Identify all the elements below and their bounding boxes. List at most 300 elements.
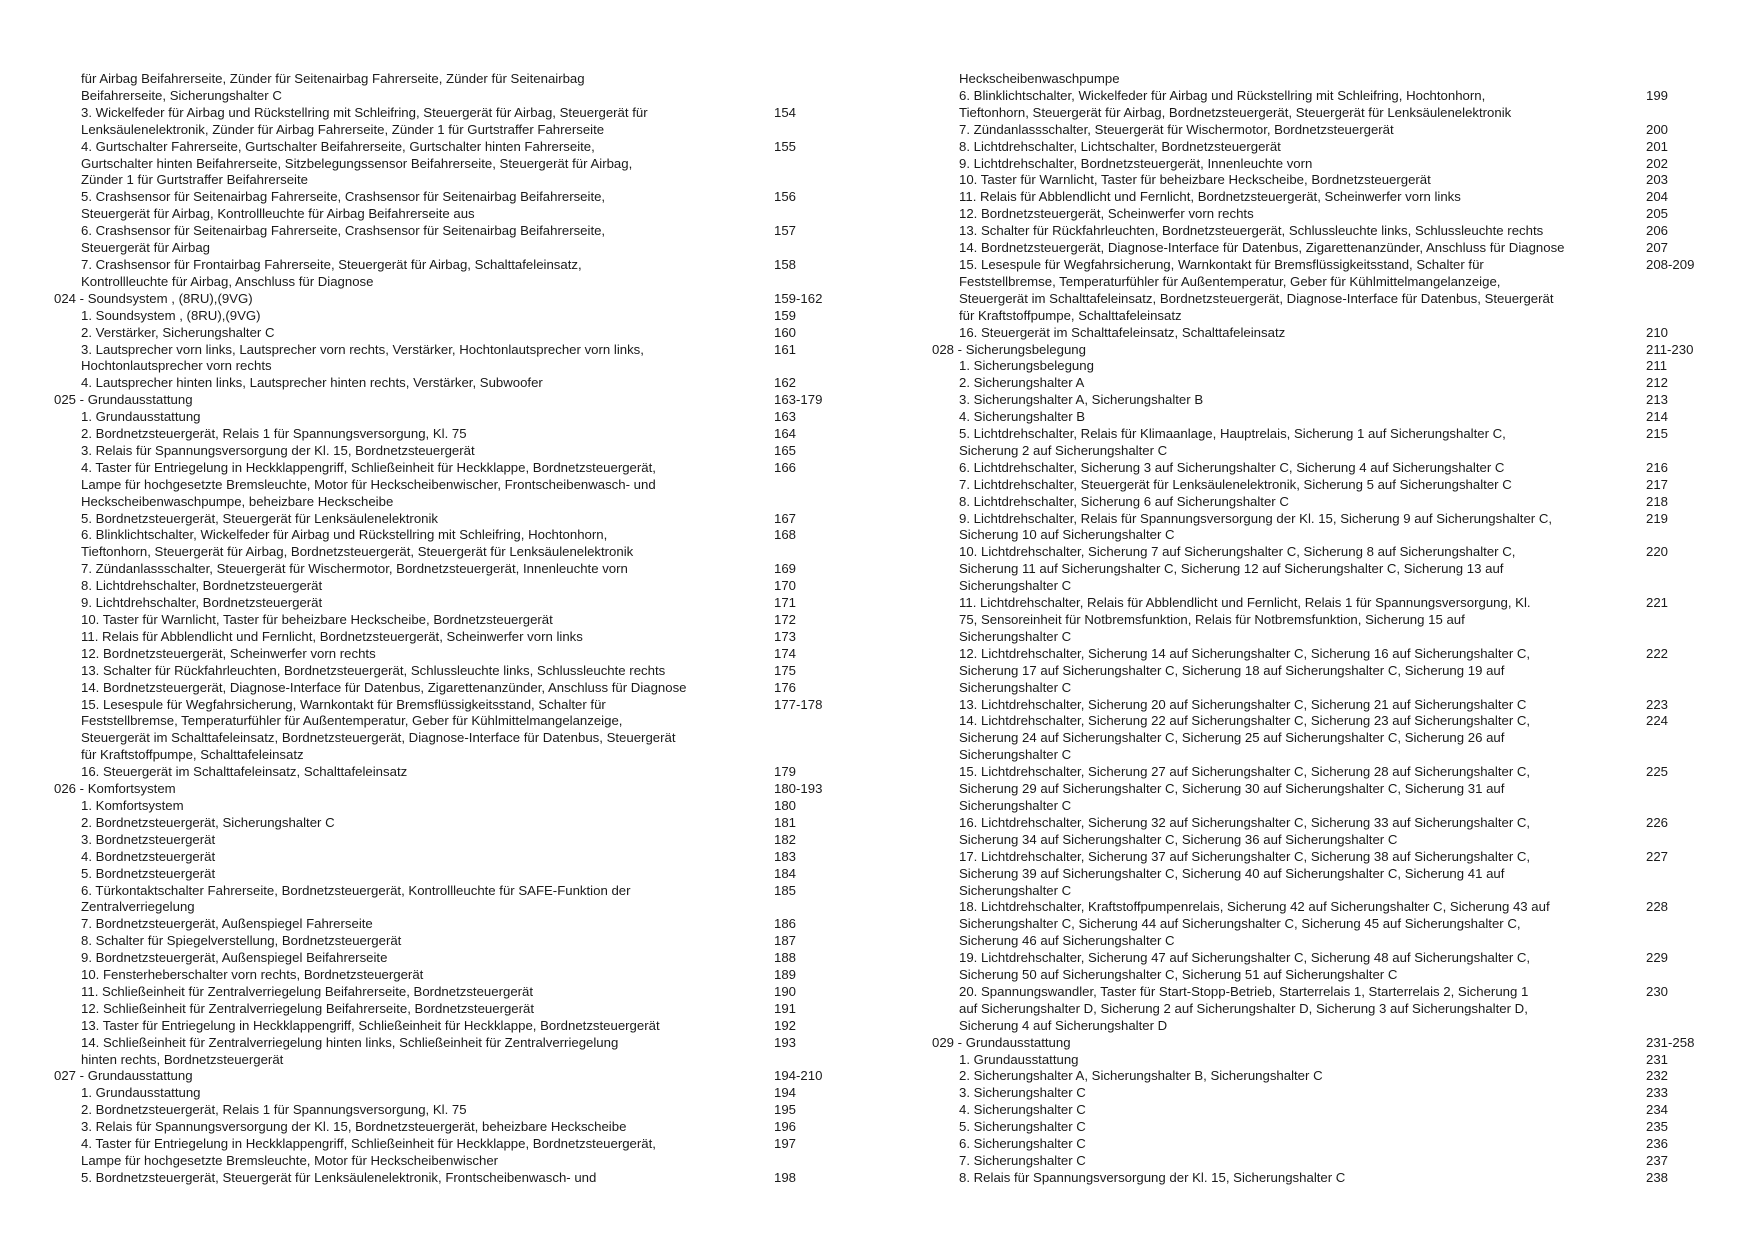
toc-entry-text: 5. Bordnetzsteuergerät, Steuergerät für Lenksäulenelektronik, Frontscheibenwasch- und	[81, 1169, 597, 1185]
toc-entry-text: 5. Bordnetzsteuergerät, Steuergerät für Lenksäulenelektronik	[81, 510, 439, 526]
toc-entry-row[interactable]	[932, 511, 1722, 528]
toc-entry-row[interactable]	[54, 1018, 844, 1035]
toc-entry-text: 14. Bordnetzsteuergerät, Diagnose-Interface für Datenbus, Zigarettenanzünder, Anschluss für Diagnose	[81, 679, 687, 695]
toc-entry-text: 025 - Grundausstattung	[54, 392, 193, 408]
toc-entry-text: 11. Relais für Abblendlicht und Fernlicht, Bordnetzsteuergerät, Scheinwerfer vorn links	[959, 189, 1461, 205]
toc-page-number: 220	[1646, 544, 1669, 560]
toc-entry-row[interactable]	[54, 156, 844, 173]
toc-page-number: 162	[774, 375, 797, 391]
toc-entry-text: 10. Taster für Warnlicht, Taster für beheizbare Heckscheibe, Bordnetzsteuergerät	[959, 172, 1431, 188]
toc-entry-text: 12. Bordnetzsteuergerät, Scheinwerfer vorn rechts	[81, 645, 376, 661]
toc-entry-row[interactable]	[932, 697, 1722, 714]
toc-entry-row[interactable]	[932, 798, 1722, 815]
toc-page-number: 215	[1646, 426, 1669, 442]
toc-entry-text: Sicherung 24 auf Sicherungshalter C, Sicherung 25 auf Sicherungshalter C, Sicherung 26 auf	[959, 730, 1505, 746]
toc-entry-row[interactable]	[54, 578, 844, 595]
toc-page-number: 188	[774, 950, 797, 966]
toc-entry-text: 4. Sicherungshalter B	[959, 409, 1086, 425]
toc-entry-row[interactable]	[932, 764, 1722, 781]
toc-entry-text: Heckscheibenwaschpumpe, beheizbare Heckscheibe	[81, 493, 394, 509]
toc-page-number: 217	[1646, 476, 1669, 492]
toc-entry-text: Feststellbremse, Temperaturfühler für Außentemperatur, Geber für Kühlmittelmangelanzeige,	[959, 273, 1501, 289]
toc-entry-row[interactable]	[932, 849, 1722, 866]
toc-entry-row[interactable]	[932, 933, 1722, 950]
toc-page-number: 168	[774, 527, 797, 543]
toc-entry-row[interactable]	[932, 781, 1722, 798]
toc-entry-row[interactable]	[54, 1085, 844, 1102]
toc-entry-row[interactable]	[54, 849, 844, 866]
toc-entry-row[interactable]	[932, 206, 1722, 223]
toc-page-number: 187	[774, 933, 797, 949]
toc-entry-row[interactable]	[932, 223, 1722, 240]
toc-page-number: 234	[1646, 1102, 1669, 1118]
toc-entry-row[interactable]	[54, 832, 844, 849]
toc-entry-row[interactable]	[54, 223, 844, 240]
toc-entry-row[interactable]	[54, 494, 844, 511]
toc-entry-row[interactable]	[54, 697, 844, 714]
toc-entry-row[interactable]	[54, 308, 844, 325]
toc-entry-text: 7. Sicherungshalter C	[959, 1153, 1086, 1168]
toc-entry-text: 2. Bordnetzsteuergerät, Sicherungshalter C	[81, 814, 335, 830]
toc-entry-text: Sicherung 46 auf Sicherungshalter C	[959, 933, 1175, 949]
toc-entry-text: 6. Blinklichtschalter, Wickelfeder für Airbag und Rückstellring mit Schleifring, Hochtonhorn,	[959, 87, 1486, 103]
toc-entry-row[interactable]	[54, 71, 844, 88]
toc-entry-row[interactable]	[932, 494, 1722, 511]
toc-entry-row[interactable]	[54, 172, 844, 189]
toc-page-number: 212	[1646, 375, 1669, 391]
toc-entry-row[interactable]	[932, 713, 1722, 730]
toc-page-number: 230	[1646, 983, 1669, 999]
toc-entry-row[interactable]	[54, 713, 844, 730]
toc-entry-text: 7. Zündanlassschalter, Steuergerät für Wischermotor, Bordnetzsteuergerät	[959, 121, 1394, 137]
toc-page-number: 228	[1646, 899, 1669, 915]
toc-entry-text: 6. Türkontaktschalter Fahrerseite, Bordnetzsteuergerät, Kontrollleuchte für SAFE-Funktion der	[81, 882, 631, 898]
toc-entry-row[interactable]	[54, 105, 844, 122]
toc-section-row[interactable]	[54, 1068, 844, 1085]
toc-entry-text: 7. Bordnetzsteuergerät, Außenspiegel Fahrerseite	[81, 916, 373, 932]
toc-page-number: 237	[1646, 1153, 1669, 1168]
toc-page-number: 206	[1646, 223, 1669, 239]
toc-entry-row[interactable]	[54, 1001, 844, 1018]
toc-entry-row[interactable]	[932, 240, 1722, 257]
toc-page-number: 200	[1646, 121, 1669, 137]
toc-page-number: 210	[1646, 324, 1669, 340]
toc-entry-row[interactable]	[54, 1170, 844, 1187]
toc-entry-row[interactable]	[54, 189, 844, 206]
toc-entry-row[interactable]	[54, 426, 844, 443]
toc-entry-text: hinten rechts, Bordnetzsteuergerät	[81, 1051, 284, 1067]
toc-entry-text: 13. Schalter für Rückfahrleuchten, Bordnetzsteuergerät, Schlussleuchte links, Schlussleuchte rechts	[959, 223, 1544, 239]
toc-page-number: 163	[774, 409, 797, 425]
toc-entry-text: 14. Bordnetzsteuergerät, Diagnose-Interface für Datenbus, Zigarettenanzünder, Anschluss für Diagnose	[959, 240, 1565, 256]
toc-entry-row[interactable]	[54, 595, 844, 612]
toc-entry-text: 3. Sicherungshalter C	[959, 1085, 1086, 1101]
toc-entry-text: Sicherung 11 auf Sicherungshalter C, Sicherung 12 auf Sicherungshalter C, Sicherung 13 auf	[959, 561, 1504, 577]
toc-entry-text: Sicherung 29 auf Sicherungshalter C, Sicherung 30 auf Sicherungshalter C, Sicherung 31 auf	[959, 781, 1505, 797]
toc-entry-row[interactable]	[54, 967, 844, 984]
toc-entry-text: 13. Taster für Entriegelung in Heckklappengriff, Schließeinheit für Heckklappe, Bordnetzsteuergerät	[81, 1017, 660, 1033]
toc-entry-row[interactable]	[932, 967, 1722, 984]
toc-entry-row[interactable]	[54, 122, 844, 139]
toc-entry-row[interactable]	[932, 105, 1722, 122]
toc-entry-text: Sicherungshalter C	[959, 679, 1072, 695]
toc-entry-row[interactable]	[932, 1170, 1722, 1187]
toc-entry-row[interactable]	[54, 527, 844, 544]
toc-page-number: 166	[774, 459, 797, 475]
toc-page-number: 197	[774, 1136, 797, 1152]
toc-entry-text: 2. Sicherungshalter A	[959, 375, 1085, 391]
toc-entry-text: 16. Lichtdrehschalter, Sicherung 32 auf Sicherungshalter C, Sicherung 33 auf Sicherungshalter C,	[959, 814, 1531, 830]
toc-page-number: 184	[774, 865, 797, 881]
toc-entry-text: Beifahrerseite, Sicherungshalter C	[81, 87, 282, 103]
toc-entry-text: 6. Crashsensor für Seitenairbag Fahrerseite, Crashsensor für Seitenairbag Beifahrerseite,	[81, 223, 606, 239]
toc-page-number: 213	[1646, 392, 1669, 408]
toc-page-number: 235	[1646, 1119, 1669, 1135]
toc-entry-text: 3. Sicherungshalter A, Sicherungshalter B	[959, 392, 1204, 408]
toc-entry-row[interactable]	[932, 172, 1722, 189]
toc-page-number: 185	[774, 882, 797, 898]
toc-entry-text: 75, Sensoreinheit für Notbremsfunktion, Relais für Notbremsfunktion, Sicherung 15 auf	[959, 612, 1465, 627]
toc-entry-text: 1. Komfortsystem	[81, 797, 184, 813]
toc-entry-row[interactable]	[54, 984, 844, 1001]
toc-entry-row[interactable]	[54, 747, 844, 764]
toc-page-number: 159	[774, 307, 797, 323]
toc-entry-text: 4. Lautsprecher hinten links, Lautsprecher hinten rechts, Verstärker, Subwoofer	[81, 375, 543, 391]
toc-page-number: 164	[774, 426, 797, 442]
toc-entry-text: 5. Crashsensor für Seitenairbag Fahrerseite, Crashsensor für Seitenairbag Beifahrerseite,	[81, 189, 606, 205]
toc-page-number: 193	[774, 1034, 797, 1050]
toc-page-number: 225	[1646, 764, 1669, 780]
toc-page-number: 167	[774, 510, 797, 526]
toc-entry-text: Steuergerät im Schalttafeleinsatz, Bordnetzsteuergerät, Diagnose-Interface für Datenbus, Steuergerät	[959, 290, 1554, 306]
toc-entry-text: 10. Lichtdrehschalter, Sicherung 7 auf Sicherungshalter C, Sicherung 8 auf Sicherungshalter C,	[959, 544, 1516, 560]
toc-entry-row[interactable]	[932, 663, 1722, 680]
toc-page-number: 189	[774, 967, 797, 983]
toc-entry-row[interactable]	[932, 950, 1722, 967]
toc-entry-row[interactable]	[54, 1052, 844, 1069]
toc-entry-row[interactable]	[932, 189, 1722, 206]
toc-page-number: 232	[1646, 1068, 1669, 1084]
toc-entry-row[interactable]	[54, 358, 844, 375]
toc-page-number: 226	[1646, 814, 1669, 830]
toc-entry-text: 4. Taster für Entriegelung in Heckklappengriff, Schließeinheit für Heckklappe, Bordnetzsteuergerät,	[81, 1136, 656, 1152]
toc-page-number: 208-209	[1646, 256, 1695, 272]
toc-entry-text: Sicherungshalter C	[959, 797, 1072, 813]
toc-entry-row[interactable]	[932, 139, 1722, 156]
toc-page-number: 222	[1646, 645, 1669, 661]
toc-entry-text: 13. Lichtdrehschalter, Sicherung 20 auf Sicherungshalter C, Sicherung 21 auf Sicherungshalter C	[959, 696, 1527, 712]
toc-section-row[interactable]	[932, 1035, 1722, 1052]
toc-page-number: 229	[1646, 950, 1669, 966]
toc-entry-row[interactable]	[54, 916, 844, 933]
toc-page-number: 171	[774, 595, 797, 611]
toc-entry-row[interactable]	[932, 274, 1722, 291]
toc-page-number: 198	[774, 1169, 797, 1185]
toc-entry-row[interactable]	[932, 88, 1722, 105]
toc-entry-row[interactable]	[54, 139, 844, 156]
toc-entry-row[interactable]	[54, 646, 844, 663]
toc-entry-row[interactable]	[932, 1018, 1722, 1035]
toc-entry-row[interactable]	[932, 984, 1722, 1001]
toc-entry-text: Sicherung 2 auf Sicherungshalter C	[959, 442, 1168, 458]
toc-entry-row[interactable]	[932, 291, 1722, 308]
toc-entry-row[interactable]	[54, 899, 844, 916]
toc-entry-text: 1. Grundausstattung	[81, 1085, 201, 1101]
toc-page-number: 175	[774, 662, 797, 678]
toc-entry-text: 9. Lichtdrehschalter, Bordnetzsteuergerät, Innenleuchte vorn	[959, 155, 1313, 171]
toc-entry-row[interactable]	[932, 1001, 1722, 1018]
toc-page-number: 202	[1646, 155, 1669, 171]
toc-entry-text: 15. Lesespule für Wegfahrsicherung, Warnkontakt für Bremsflüssigkeitsstand, Schalter für	[959, 256, 1484, 272]
toc-entry-row[interactable]	[54, 663, 844, 680]
toc-entry-text: 1. Sicherungsbelegung	[959, 358, 1094, 374]
toc-entry-row[interactable]	[932, 1052, 1722, 1069]
toc-page-number: 195	[774, 1102, 797, 1118]
toc-entry-row[interactable]	[932, 1136, 1722, 1153]
toc-entry-row[interactable]	[54, 325, 844, 342]
toc-entry-row[interactable]	[932, 409, 1722, 426]
toc-page-number: 181	[774, 814, 797, 830]
toc-entry-row[interactable]	[54, 460, 844, 477]
toc-entry-text: 11. Relais für Abblendlicht und Fernlicht, Bordnetzsteuergerät, Scheinwerfer vorn links	[81, 628, 583, 644]
toc-entry-row[interactable]	[54, 443, 844, 460]
toc-entry-row[interactable]	[932, 426, 1722, 443]
toc-entry-row[interactable]	[932, 899, 1722, 916]
toc-page-number: 194	[774, 1085, 797, 1101]
toc-entry-text: 12. Schließeinheit für Zentralverriegelung Beifahrerseite, Bordnetzsteuergerät	[81, 1000, 535, 1016]
toc-entry-text: 9. Lichtdrehschalter, Relais für Spannungsversorgung der Kl. 15, Sicherung 9 auf Sicherungshalter C,	[959, 510, 1553, 526]
toc-entry-text: 10. Taster für Warnlicht, Taster für beheizbare Heckscheibe, Bordnetzsteuergerät	[81, 612, 553, 627]
toc-page-number: 192	[774, 1017, 797, 1033]
toc-section-row[interactable]	[54, 291, 844, 308]
toc-entry-row[interactable]	[932, 866, 1722, 883]
toc-entry-text: Tieftonhorn, Steuergerät für Airbag, Bordnetzsteuergerät, Steuergerät für Lenksäulenelektronik	[959, 104, 1512, 120]
toc-entry-text: Lampe für hochgesetzte Bremsleuchte, Motor für Heckscheibenwischer, Frontscheibenwasch- und	[81, 476, 656, 492]
toc-entry-text: 026 - Komfortsystem	[54, 781, 176, 797]
toc-entry-text: Sicherung 17 auf Sicherungshalter C, Sicherung 18 auf Sicherungshalter C, Sicherung 19 auf	[959, 662, 1505, 678]
toc-entry-text: 6. Lichtdrehschalter, Sicherung 3 auf Sicherungshalter C, Sicherung 4 auf Sicherungshalter C	[959, 459, 1505, 475]
toc-entry-text: 11. Lichtdrehschalter, Relais für Abblendlicht und Fernlicht, Relais 1 für Spannungsversorgung, Kl.	[959, 595, 1531, 611]
toc-entry-text: 18. Lichtdrehschalter, Kraftstoffpumpenrelais, Sicherung 42 auf Sicherungshalter C, Sicherung 43 auf	[959, 899, 1550, 915]
toc-entry-text: 029 - Grundausstattung	[932, 1034, 1071, 1050]
toc-entry-row[interactable]	[932, 477, 1722, 494]
toc-entry-row[interactable]	[932, 883, 1722, 900]
toc-entry-row[interactable]	[932, 1153, 1722, 1170]
toc-page-number: 191	[774, 1000, 797, 1016]
toc-entry-row[interactable]	[932, 156, 1722, 173]
toc-entry-text: Sicherung 4 auf Sicherungshalter D	[959, 1017, 1168, 1033]
toc-entry-row[interactable]	[54, 883, 844, 900]
toc-entry-row[interactable]	[54, 409, 844, 426]
toc-entry-row[interactable]	[932, 680, 1722, 697]
toc-entry-text: 3. Bordnetzsteuergerät	[81, 831, 216, 847]
toc-page-number: 173	[774, 628, 797, 644]
toc-entry-row[interactable]	[932, 832, 1722, 849]
toc-entry-row[interactable]	[932, 460, 1722, 477]
toc-entry-text: Sicherungshalter C	[959, 882, 1072, 898]
toc-entry-row[interactable]	[932, 308, 1722, 325]
toc-entry-row[interactable]	[932, 595, 1722, 612]
toc-entry-row[interactable]	[932, 1085, 1722, 1102]
toc-entry-row[interactable]	[932, 646, 1722, 663]
toc-entry-row[interactable]	[54, 375, 844, 392]
toc-page-number: 211	[1646, 358, 1668, 374]
toc-entry-row[interactable]	[54, 730, 844, 747]
toc-entry-text: 2. Bordnetzsteuergerät, Relais 1 für Spannungsversorgung, Kl. 75	[81, 426, 467, 442]
toc-section-row[interactable]	[54, 392, 844, 409]
toc-entry-row[interactable]	[54, 88, 844, 105]
toc-entry-row[interactable]	[932, 122, 1722, 139]
toc-entry-row[interactable]	[932, 629, 1722, 646]
toc-entry-row[interactable]	[54, 561, 844, 578]
toc-page-number: 160	[774, 324, 797, 340]
toc-entry-text: 16. Steuergerät im Schalttafeleinsatz, Schalttafeleinsatz	[81, 764, 408, 780]
toc-entry-text: Sicherung 39 auf Sicherungshalter C, Sicherung 40 auf Sicherungshalter C, Sicherung 41 auf	[959, 865, 1505, 881]
toc-entry-row[interactable]	[932, 443, 1722, 460]
toc-entry-text: Lampe für hochgesetzte Bremsleuchte, Motor für Heckscheibenwischer	[81, 1153, 499, 1168]
toc-entry-row[interactable]	[932, 527, 1722, 544]
toc-page-number: 224	[1646, 713, 1669, 729]
toc-entry-row[interactable]	[932, 1068, 1722, 1085]
toc-page-number: 174	[774, 645, 797, 661]
toc-entry-row[interactable]	[54, 1119, 844, 1136]
toc-entry-row[interactable]	[932, 1102, 1722, 1119]
toc-entry-row[interactable]	[54, 950, 844, 967]
toc-entry-text: 4. Bordnetzsteuergerät	[81, 848, 216, 864]
toc-entry-text: Sicherungshalter C, Sicherung 44 auf Sicherungshalter C, Sicherung 45 auf Sicherungshalter C,	[959, 916, 1521, 932]
toc-entry-text: 024 - Soundsystem , (8RU),(9VG)	[54, 290, 253, 306]
toc-page-number: 221	[1646, 595, 1669, 611]
toc-page-number: 177-178	[774, 696, 823, 712]
toc-entry-row[interactable]	[54, 206, 844, 223]
toc-page-number: 233	[1646, 1085, 1669, 1101]
toc-entry-text: für Kraftstoffpumpe, Schalttafeleinsatz	[81, 747, 304, 763]
toc-entry-row[interactable]	[932, 730, 1722, 747]
toc-entry-text: 8. Lichtdrehschalter, Bordnetzsteuergerät	[81, 578, 323, 594]
toc-entry-text: 5. Lichtdrehschalter, Relais für Klimaanlage, Hauptrelais, Sicherung 1 auf Sicherungshalter C,	[959, 426, 1506, 442]
toc-page-number: 203	[1646, 172, 1669, 188]
toc-entry-row[interactable]	[54, 815, 844, 832]
toc-page-number: 190	[774, 983, 797, 999]
toc-entry-row[interactable]	[932, 747, 1722, 764]
toc-entry-row[interactable]	[932, 392, 1722, 409]
toc-entry-text: 3. Wickelfeder für Airbag und Rückstellring mit Schleifring, Steuergerät für Airbag, Steuergerät für	[81, 104, 648, 120]
toc-page-number: 196	[774, 1119, 797, 1135]
toc-page-number: 180	[774, 797, 797, 813]
toc-page-number: 165	[774, 442, 797, 458]
toc-entry-text: 6. Blinklichtschalter, Wickelfeder für Airbag und Rückstellring mit Schleifring, Hochtonhorn,	[81, 527, 608, 543]
toc-entry-row[interactable]	[54, 1153, 844, 1170]
toc-entry-row[interactable]	[54, 629, 844, 646]
toc-page-number: 207	[1646, 240, 1669, 256]
toc-page-number: 227	[1646, 848, 1669, 864]
toc-entry-text: Feststellbremse, Temperaturfühler für Außentemperatur, Geber für Kühlmittelmangelanzeige,	[81, 713, 623, 729]
toc-entry-row[interactable]	[932, 375, 1722, 392]
toc-page-number: 155	[774, 138, 797, 154]
toc-entry-text: 19. Lichtdrehschalter, Sicherung 47 auf Sicherungshalter C, Sicherung 48 auf Sicherungshalter C,	[959, 950, 1531, 966]
toc-entry-text: 14. Schließeinheit für Zentralverriegelung hinten links, Schließeinheit für Zentralverriegelung	[81, 1034, 619, 1050]
toc-entry-row[interactable]	[54, 764, 844, 781]
toc-page-number: 157	[774, 223, 797, 239]
toc-entry-text: 20. Spannungswandler, Taster für Start-Stopp-Betrieb, Starterrelais 1, Starterrelais 2, Sicherung 1	[959, 983, 1529, 999]
toc-entry-row[interactable]	[54, 1035, 844, 1052]
toc-entry-row[interactable]	[54, 274, 844, 291]
toc-entry-row[interactable]	[54, 680, 844, 697]
toc-page-number: 180-193	[774, 781, 823, 797]
toc-entry-text: 8. Lichtdrehschalter, Sicherung 6 auf Sicherungshalter C	[959, 493, 1289, 509]
toc-entry-row[interactable]	[54, 798, 844, 815]
toc-page-number: 182	[774, 831, 797, 847]
toc-page-number: 223	[1646, 696, 1669, 712]
toc-entry-row[interactable]	[54, 612, 844, 629]
toc-entry-row[interactable]	[54, 866, 844, 883]
toc-entry-row[interactable]	[932, 1119, 1722, 1136]
toc-entry-row[interactable]	[54, 1136, 844, 1153]
toc-entry-row[interactable]	[932, 578, 1722, 595]
toc-page-number: 186	[774, 916, 797, 932]
toc-entry-row[interactable]	[54, 544, 844, 561]
toc-entry-text: 12. Bordnetzsteuergerät, Scheinwerfer vorn rechts	[959, 206, 1254, 222]
toc-entry-row[interactable]	[54, 1102, 844, 1119]
toc-section-row[interactable]	[932, 342, 1722, 359]
toc-entry-text: 3. Lautsprecher vorn links, Lautsprecher vorn rechts, Verstärker, Hochtonlautsprecher vorn links,	[81, 341, 644, 357]
toc-entry-text: Hochtonlautsprecher vorn rechts	[81, 358, 272, 374]
toc-entry-text: 1. Grundausstattung	[959, 1051, 1079, 1067]
toc-entry-row[interactable]	[54, 511, 844, 528]
toc-entry-row[interactable]	[932, 612, 1722, 629]
toc-entry-row[interactable]	[54, 240, 844, 257]
toc-entry-text: Sicherungshalter C	[959, 628, 1072, 644]
toc-entry-text: 10. Fensterheberschalter vorn rechts, Bordnetzsteuergerät	[81, 967, 424, 983]
toc-entry-row[interactable]	[932, 358, 1722, 375]
toc-entry-text: 14. Lichtdrehschalter, Sicherung 22 auf Sicherungshalter C, Sicherung 23 auf Sicherungshalter C,	[959, 713, 1531, 729]
toc-entry-text: 9. Bordnetzsteuergerät, Außenspiegel Beifahrerseite	[81, 950, 388, 966]
toc-entry-row[interactable]	[932, 561, 1722, 578]
toc-entry-text: 1. Soundsystem , (8RU),(9VG)	[81, 307, 261, 323]
toc-entry-row[interactable]	[932, 71, 1722, 88]
toc-entry-text: Steuergerät für Airbag	[81, 240, 211, 256]
toc-page-number: 172	[774, 612, 797, 627]
toc-entry-text: 8. Schalter für Spiegelverstellung, Bordnetzsteuergerät	[81, 933, 402, 949]
toc-entry-text: 7. Lichtdrehschalter, Steuergerät für Lenksäulenelektronik, Sicherung 5 auf Sicherungshalter C	[959, 476, 1512, 492]
toc-entry-text: 5. Sicherungshalter C	[959, 1119, 1086, 1135]
toc-page-number: 236	[1646, 1136, 1669, 1152]
toc-entry-row[interactable]	[932, 815, 1722, 832]
toc-page-number: 163-179	[774, 392, 823, 408]
toc-page-number: 211-230	[1646, 341, 1694, 357]
toc-entry-row[interactable]	[932, 916, 1722, 933]
toc-entry-row[interactable]	[54, 257, 844, 274]
toc-entry-text: 027 - Grundausstattung	[54, 1068, 193, 1084]
toc-entry-text: 2. Bordnetzsteuergerät, Relais 1 für Spannungsversorgung, Kl. 75	[81, 1102, 467, 1118]
toc-entry-row[interactable]	[932, 257, 1722, 274]
toc-entry-row[interactable]	[54, 477, 844, 494]
toc-entry-text: 16. Steuergerät im Schalttafeleinsatz, Schalttafeleinsatz	[959, 324, 1286, 340]
toc-section-row[interactable]	[54, 781, 844, 798]
toc-entry-row[interactable]	[932, 544, 1722, 561]
toc-entry-text: Steuergerät im Schalttafeleinsatz, Bordnetzsteuergerät, Diagnose-Interface für Datenbus, Steuergerät	[81, 730, 676, 746]
toc-page-number: 214	[1646, 409, 1669, 425]
toc-entry-row[interactable]	[54, 342, 844, 359]
toc-entry-text: 4. Sicherungshalter C	[959, 1102, 1086, 1118]
toc-entry-text: 2. Verstärker, Sicherungshalter C	[81, 324, 275, 340]
toc-entry-text: 11. Schließeinheit für Zentralverriegelung Beifahrerseite, Bordnetzsteuergerät	[81, 983, 534, 999]
toc-entry-text: 17. Lichtdrehschalter, Sicherung 37 auf Sicherungshalter C, Sicherung 38 auf Sicherungshalter C,	[959, 848, 1531, 864]
toc-entry-text: Kontrollleuchte für Airbag, Anschluss für Diagnose	[81, 273, 374, 289]
toc-entry-row[interactable]	[932, 325, 1722, 342]
toc-entry-text: Lenksäulenelektronik, Zünder für Airbag Fahrerseite, Zünder 1 für Gurtstraffer Fahrerseite	[81, 121, 605, 137]
toc-entry-row[interactable]	[54, 933, 844, 950]
